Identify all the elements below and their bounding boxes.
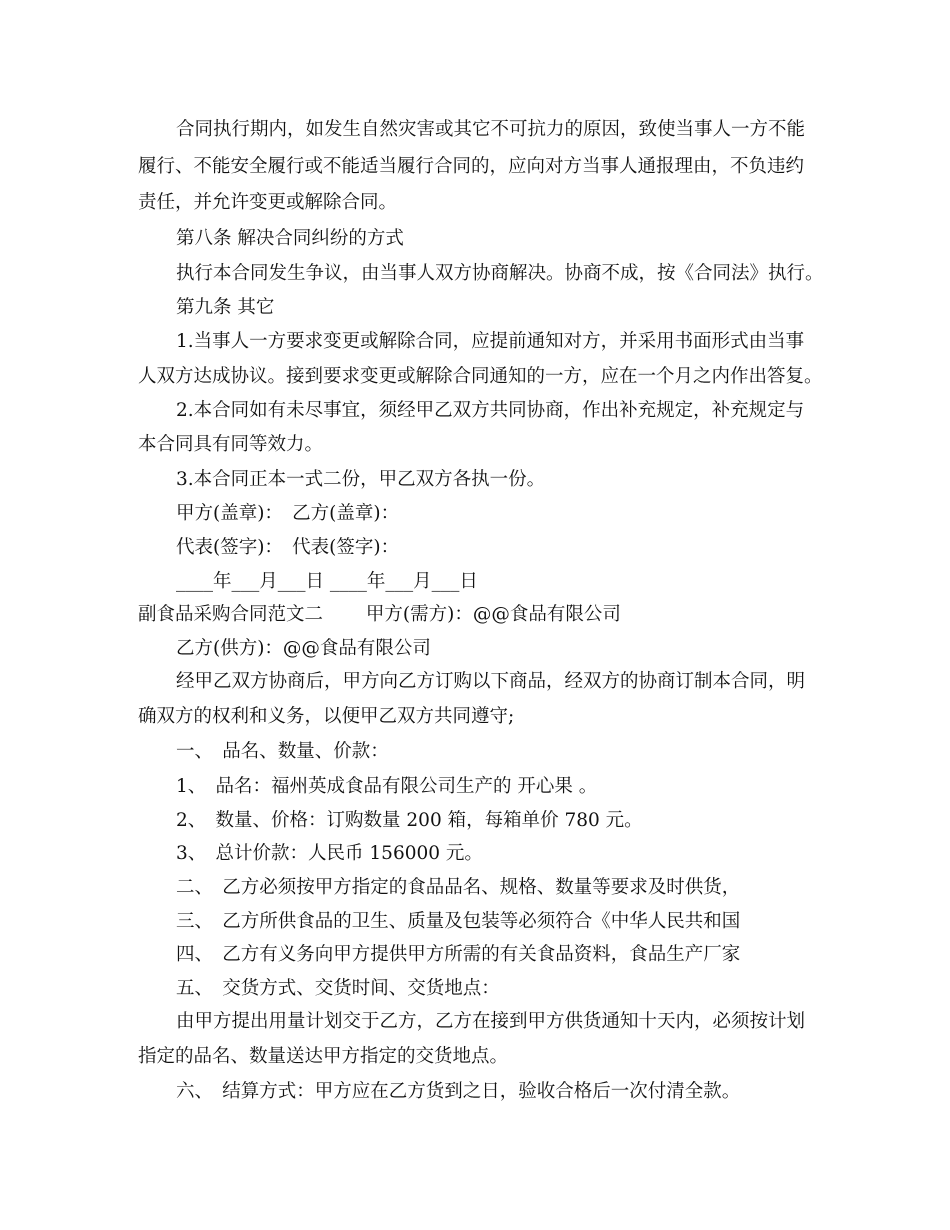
paragraph-line: 经甲乙双方协商后，甲方向乙方订购以下商品，经双方的协商订制本合同，明 <box>176 671 806 692</box>
clause-heading: 六、 结算方式：甲方应在乙方货到之日，验收合格后一次付清全款。 <box>176 1081 741 1102</box>
paragraph-line: 本合同具有同等效力。 <box>138 434 324 455</box>
section-heading: 第九条 其它 <box>176 297 275 318</box>
paragraph-line: 人双方达成协议。接到要求变更或解除合同通知的一方，应在一个月之内作出答复。 <box>138 366 823 387</box>
clause-item: 3、 总计价款：人民币 156000 元。 <box>176 843 483 864</box>
paragraph-line: 执行本合同发生争议，由当事人双方协商解决。协商不成，按《合同法》执行。 <box>176 263 824 284</box>
paragraph-line: 3.本合同正本一式二份，甲乙双方各执一份。 <box>176 469 546 490</box>
paragraph-line: 合同执行期内，如发生自然灾害或其它不可抗力的原因，致使当事人一方不能 <box>176 119 806 140</box>
clause-heading: 五、 交货方式、交货时间、交货地点： <box>176 978 500 999</box>
signature-line: 代表(签字)： 代表(签字)： <box>176 537 400 558</box>
paragraph-line: 确双方的权利和义务，以便甲乙双方共同遵守; <box>138 706 515 727</box>
paragraph-line: 1.当事人一方要求变更或解除合同，应提前通知对方，并采用书面形式由当事 <box>176 331 805 352</box>
document-title-line: 副食品采购合同范文二 甲方(需方)：@@食品有限公司 <box>138 604 621 625</box>
paragraph-line: 指定的品名、数量送达甲方指定的交货地点。 <box>138 1046 509 1067</box>
section-heading: 第八条 解决合同纠纷的方式 <box>176 228 404 249</box>
clause-item: 1、 品名：福州英成食品有限公司生产的 开心果 。 <box>176 776 598 797</box>
date-line: ____年___月___日 ____年___月___日 <box>176 571 478 592</box>
clause-heading: 四、 乙方有义务向甲方提供甲方所需的有关食品资料，食品生产厂家 <box>176 944 741 965</box>
paragraph-line: 责任，并允许变更或解除合同。 <box>138 192 398 213</box>
paragraph-line: 由甲方提出用量计划交于乙方，乙方在接到甲方供货通知十天内，必须按计划 <box>176 1011 806 1032</box>
clause-heading: 三、 乙方所供食品的卫生、质量及包装等必须符合《中华人民共和国 <box>176 911 741 932</box>
clause-heading: 一、 品名、数量、价款： <box>176 741 389 762</box>
party-line: 乙方(供方)：@@食品有限公司 <box>176 638 431 659</box>
signature-line: 甲方(盖章)： 乙方(盖章)： <box>176 503 400 524</box>
paragraph-line: 2.本合同如有未尽事宜，须经甲乙双方共同协商，作出补充规定，补充规定与 <box>176 400 805 421</box>
clause-item: 2、 数量、价格：订购数量 200 箱，每箱单价 780 元。 <box>176 810 643 831</box>
paragraph-line: 履行、不能安全履行或不能适当履行合同的，应向对方当事人通报理由，不负违约 <box>138 156 805 177</box>
clause-heading: 二、 乙方必须按甲方指定的食品品名、规格、数量等要求及时供货， <box>176 877 741 898</box>
